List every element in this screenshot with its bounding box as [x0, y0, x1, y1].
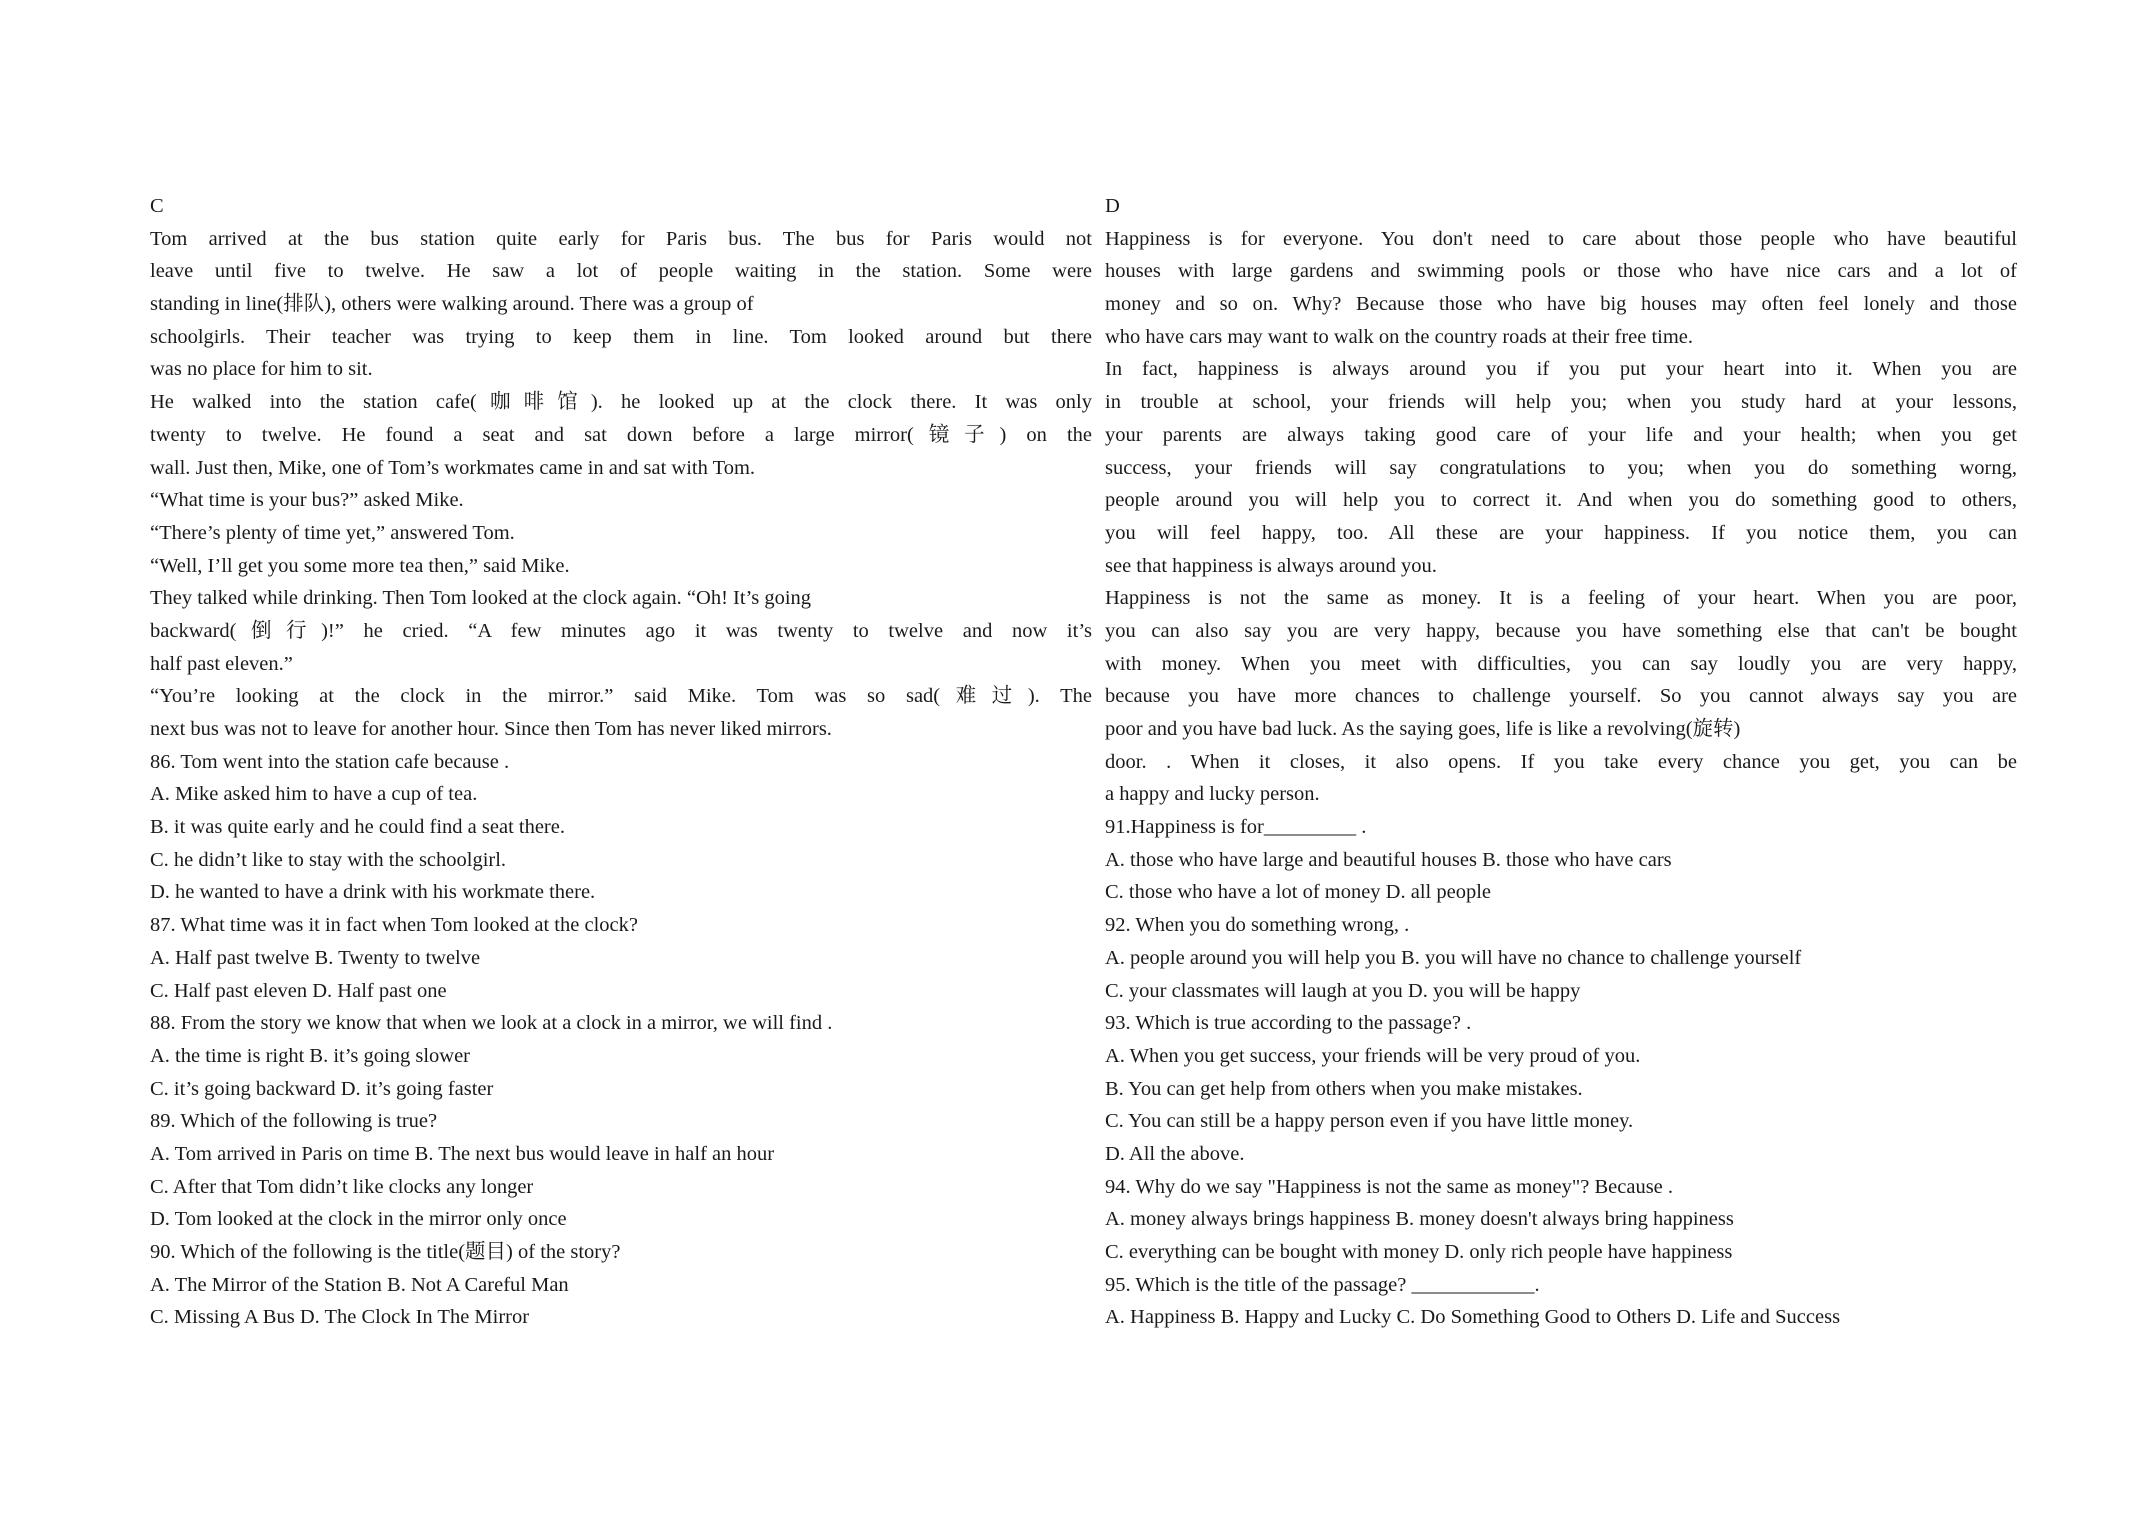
passage-d-line: 93. Which is true according to the passage? .	[1105, 1012, 1472, 1035]
passage-d-line: A. money always brings happiness B. money doesn't always bring happiness	[1105, 1208, 1734, 1231]
passage-d-line: success, your friends will say congratulations to you; when you do something worng,	[1105, 456, 2017, 479]
passage-d-line: 94. Why do we say "Happiness is not the same as money"? Because .	[1105, 1175, 1674, 1198]
passage-c-line: half past eleven.”	[150, 652, 293, 675]
passage-d-line: houses with large gardens and swimming pools or those who have nice cars and a lot of	[1105, 260, 2017, 283]
passage-c-line: A. Mike asked him to have a cup of tea.	[150, 783, 478, 806]
passage-d-line: 91.Happiness is for_________ .	[1105, 816, 1367, 839]
passage-d-line: A. Happiness B. Happy and Lucky C. Do Something Good to Others D. Life and Success	[1105, 1306, 1841, 1329]
passage-d-line: poor and you have bad luck. As the saying goes, life is like a revolving(旋转)	[1105, 718, 1741, 740]
passage-c-line: D. he wanted to have a drink with his workmate there.	[150, 881, 596, 904]
passage-c-line: leave until five to twelve. He saw a lot of people waiting in the station. Some were	[150, 260, 1092, 283]
passage-d-line: your parents are always taking good care of your life and your health; when you get	[1105, 423, 2017, 446]
passage-c-line: C. After that Tom didn’t like clocks any longer	[150, 1175, 534, 1198]
passage-c-line: 90. Which of the following is the title(题目) of the story?	[150, 1241, 621, 1263]
passage-d-line: Happiness is not the same as money. It is a feeling of your heart. When you are poor,	[1105, 587, 2017, 610]
passage-c-line: C. Half past eleven D. Half past one	[150, 979, 447, 1002]
passage-d-line: who have cars may want to walk on the country roads at their free time.	[1105, 325, 1694, 348]
passage-c-column	[150, 190, 1092, 1334]
section-label-c: C	[150, 195, 164, 217]
passage-c-line: He walked into the station cafe(咖啡馆). he looked up at the clock there. It was only	[150, 391, 1092, 414]
passage-c-line: They talked while drinking. Then Tom looked at the clock again. “Oh! It’s going	[150, 587, 812, 610]
passage-c-line: A. Half past twelve B. Twenty to twelve	[150, 946, 481, 969]
passage-d-line: money and so on. Why? Because those who have big houses may often feel lonely and those	[1105, 293, 2017, 316]
passage-c-line: C. Missing A Bus D. The Clock In The Mirror	[150, 1306, 530, 1329]
passage-d-line: A. those who have large and beautiful houses B. those who have cars	[1105, 848, 1672, 871]
passage-d-line: door. . When it closes, it also opens. If you take every chance you get, you can be	[1105, 750, 2017, 773]
passage-c-line: B. it was quite early and he could find a seat there.	[150, 816, 565, 839]
passage-c-line: A. the time is right B. it’s going slower	[150, 1044, 471, 1067]
passage-c-line: wall. Just then, Mike, one of Tom’s workmates came in and sat with Tom.	[150, 456, 756, 479]
passage-d-line: because you have more chances to challenge yourself. So you cannot always say you are	[1105, 685, 2017, 708]
passage-c-line: A. The Mirror of the Station B. Not A Careful Man	[150, 1273, 569, 1296]
passage-d-line: with money. When you meet with difficulties, you can say loudly you are very happy,	[1105, 652, 2017, 675]
passage-d-line: in trouble at school, your friends will help you; when you study hard at your lessons,	[1105, 391, 2017, 414]
passage-d-line: A. When you get success, your friends will be very proud of you.	[1105, 1044, 1641, 1067]
passage-d-line: you can also say you are very happy, because you have something else that can't be bought	[1105, 619, 2017, 642]
passage-c-line: backward(倒行)!” he cried. “A few minutes ago it was twenty to twelve and now it’s	[150, 619, 1092, 642]
passage-d-line: 92. When you do something wrong, .	[1105, 914, 1410, 937]
passage-c-line: D. Tom looked at the clock in the mirror only once	[150, 1208, 567, 1231]
passage-d-line: C. everything can be bought with money D. only rich people have happiness	[1105, 1241, 1733, 1263]
passage-c-line: was no place for him to sit.	[150, 358, 373, 381]
passage-d-line: C. your classmates will laugh at you D. you will be happy	[1105, 979, 1581, 1002]
passage-c-line: C. it’s going backward D. it’s going faster	[150, 1077, 494, 1100]
passage-d-line: B. You can get help from others when you make mistakes.	[1105, 1077, 1583, 1100]
passage-d-line: you will feel happy, too. All these are your happiness. If you notice them, you can	[1105, 521, 2017, 544]
passage-d-line: C. You can still be a happy person even if you have little money.	[1105, 1110, 1634, 1133]
passage-c-line: 87. What time was it in fact when Tom looked at the clock?	[150, 914, 638, 937]
section-label-d: D	[1105, 195, 1120, 217]
passage-d-line: Happiness is for everyone. You don't need to care about those people who have beautiful	[1105, 227, 2017, 250]
passage-d-line: C. those who have a lot of money D. all people	[1105, 881, 1491, 904]
passage-d-line: 95. Which is the title of the passage? ____________.	[1105, 1273, 1540, 1296]
passage-c-line: twenty to twelve. He found a seat and sat down before a large mirror(镜子) on the	[150, 423, 1092, 446]
passage-d-column	[1105, 190, 2017, 1334]
passage-c-line: A. Tom arrived in Paris on time B. The next bus would leave in half an hour	[150, 1142, 775, 1165]
passage-c-line: schoolgirls. Their teacher was trying to keep them in line. Tom looked around but there	[150, 325, 1092, 348]
passage-d-line: a happy and lucky person.	[1105, 783, 1320, 806]
passage-c-line: 88. From the story we know that when we look at a clock in a mirror, we will find .	[150, 1012, 833, 1035]
passage-d-line: see that happiness is always around you.	[1105, 554, 1437, 577]
passage-d-line: people around you will help you to correct it. And when you do something good to others,	[1105, 489, 2017, 512]
passage-c-line: Tom arrived at the bus station quite early for Paris bus. The bus for Paris would not	[150, 227, 1092, 250]
passage-c-line: “Well, I’ll get you some more tea then,” said Mike.	[150, 554, 570, 577]
passage-c-line: “What time is your bus?” asked Mike.	[150, 489, 464, 512]
passage-c-line: 89. Which of the following is true?	[150, 1110, 438, 1133]
passage-c-line: next bus was not to leave for another hour. Since then Tom has never liked mirrors.	[150, 718, 832, 740]
passage-c-line: C. he didn’t like to stay with the schoolgirl.	[150, 848, 507, 871]
passage-c-line: 86. Tom went into the station cafe because .	[150, 750, 510, 773]
passage-d-line: D. All the above.	[1105, 1142, 1245, 1165]
passage-c-line: standing in line(排队), others were walking around. There was a group of	[150, 293, 754, 316]
passage-d-line: In fact, happiness is always around you if you put your heart into it. When you are	[1105, 358, 2017, 381]
passage-d-line: A. people around you will help you B. you will have no chance to challenge yourself	[1105, 946, 1802, 969]
passage-c-line: “There’s plenty of time yet,” answered Tom.	[150, 521, 515, 544]
passage-c-line: “You’re looking at the clock in the mirror.” said Mike. Tom was so sad(难过). The	[150, 685, 1092, 708]
